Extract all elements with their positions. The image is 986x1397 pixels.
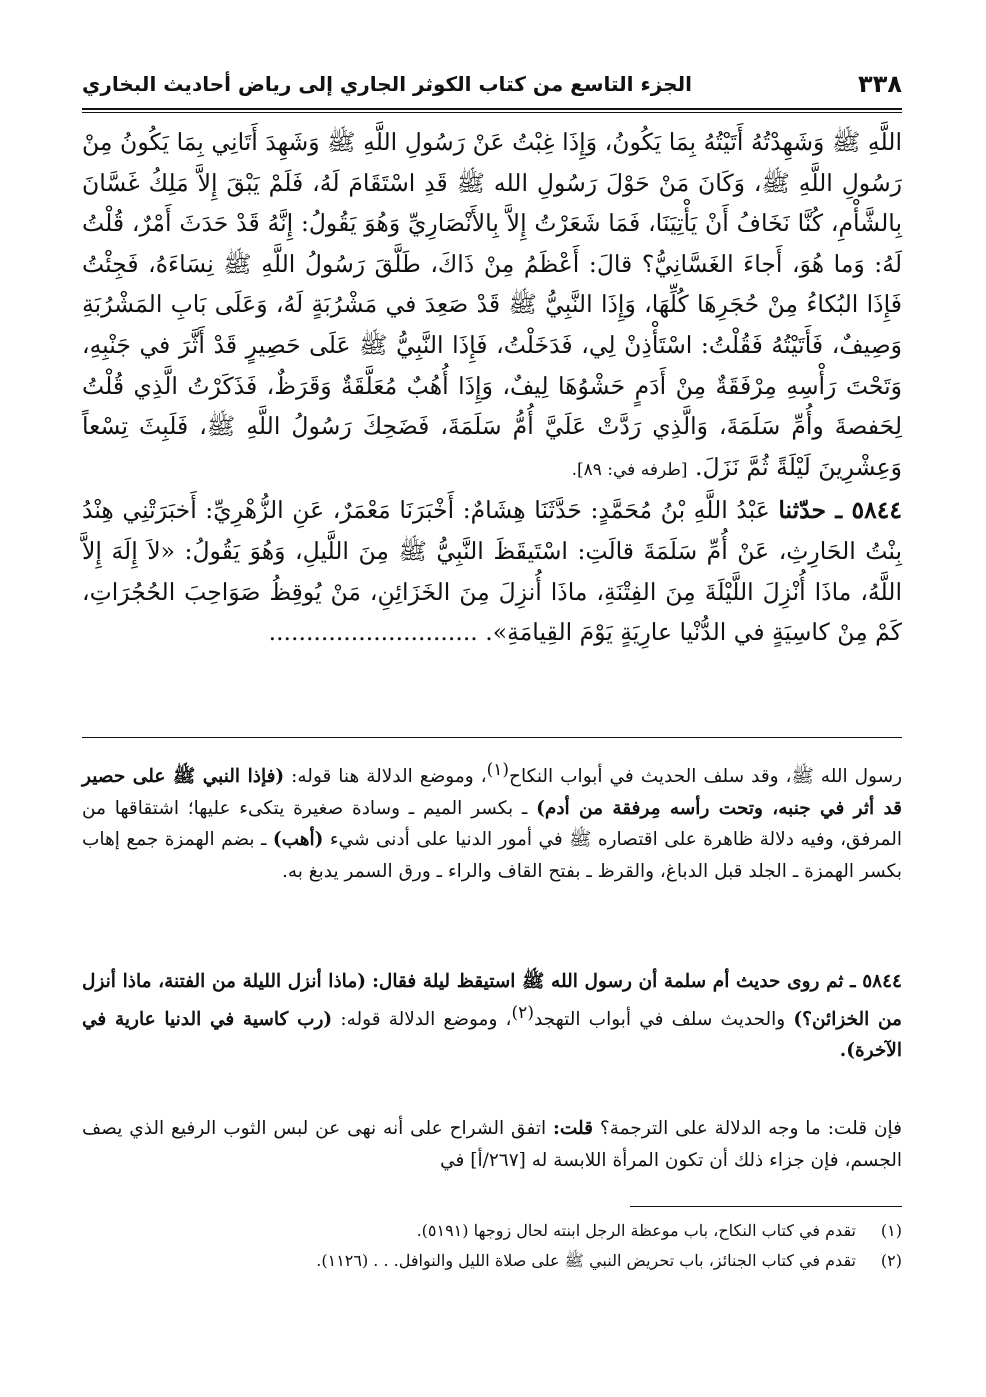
cross-reference: [طرفه في: ٨٩]. — [571, 459, 688, 480]
commentary-text: رسول الله ﷺ، وقد سلف الحديث في أبواب النكاح — [509, 766, 902, 788]
commentary-text: ـ بضم الهمزة جمع إهاب بكسر الهمزة ـ الجلد قبل الدباغ، والقرظ ـ بفتح القاف والراء ـ ورق السمر يدبغ به. — [82, 829, 902, 882]
footnote-ref: (١) — [486, 760, 510, 780]
footnote-item — [82, 1246, 902, 1276]
quoted-phrase: (فإذا النبي ﷺ على حصير قد أثر في جنبه، وتحت رأسه مِرفقة من أدم) — [82, 766, 902, 819]
commentary-text: ـ بكسر الميم ـ وسادة صغيرة يتكىء عليها؛ اشتقاقها من المرفق، وفيه دلالة ظاهرة على اقتصاره ﷺ في أمور الدنيا على أدنى شيء — [82, 797, 902, 851]
hadith-second-text: عَبْدُ اللَّهِ بْنُ مُحَمَّدٍ: حَدَّثَنَا هِشَامٌ: أَخْبَرَنَا مَعْمَرٌ، عَنِ الزُّهْرِيِّ: أَخبَرَتْنِي هِنْدُ بِنْتُ الحَارِثِ، عَنْ أُمِّ سَلَمَةَ قالَتِ: اسْتَيقَظَ النَّبِيُّ ﷺ مِنَ اللَّيلِ، وَهُوَ يَقُولُ: «لاَ إِلَهَ إِلاَّ اللَّهُ، ماذَا أُنْزِلَ اللَّيْلَةَ مِنَ الفِتْنَةِ، ماذَا أُنزِلَ مِنَ الخَزَائِنِ، مَنْ يُوقِظُ صَوَاحِبَ الحُجُرَاتِ، كَمْ مِنْ كاسِيَةٍ في الدُّنْيا عارِيَةٍ يَوْمَ القِيامَةِ». — [82, 496, 902, 647]
quoted-phrase: (ماذا أنزل الليلة من الفتنة، ماذا أنزل من الخزائن؟) — [82, 971, 902, 1030]
commentary-text: ، وموضع الدلالة قوله: — [340, 1008, 512, 1030]
footnote-number: (٢) — [880, 1251, 902, 1270]
footnote-rule — [630, 1206, 902, 1207]
page-number: ٣٣٨ — [858, 70, 902, 98]
hadith-opening-text: اللَّهِ ﷺ وَشَهِدْتُهُ أَتَيْتُهُ بِمَا يَكُونُ، وَإِذَا غِبْتُ عَنْ رَسُولِ اللَّهِ ﷺ وَشَهِدَ أَتَانِي بِمَا يَكُونُ مِنْ رَسُولِ اللَّهِ ﷺ، وَكَانَ مَنْ حَوْلَ رَسُولِ الله ﷺ قَدِ اسْتَقَامَ لَهُ، فَلَمْ يَبْقَ إِلاَّ مَلِكُ غَسَّانَ بِالشَّأْمِ، كُنَّا نَخَافُ أَنْ يَأْتِيَنَا، فَمَا شَعَرْتُ إِلاَّ بِالأَنْصَارِيِّ وَهُوَ يَقُولُ: إِنَّهُ قَدْ حَدَثَ أَمْرٌ، قُلْتُ لَهُ: وَما هُوَ، أَجاءَ الغَسَّانِيُّ؟ قالَ: أَعْظَمُ مِنْ ذَاكَ، طَلَّقَ رَسُولُ اللَّهِ ﷺ نِسَاءَهُ، فَجِئْتُ فَإِذَا البُكاءُ مِنْ حُجَرِهَا كُلِّهَا، وَإِذَا النَّبِيُّ ﷺ قَدْ صَعِدَ في مَشْرُبَةٍ لَهُ، وَعَلَى بَابِ المَشْرُبَةِ وَصِيفٌ، فَأَتَيْتُهُ فَقُلْتُ: اسْتَأْذِنْ لِي، فَدَخَلْتُ، فَإِذَا النَّبِيُّ ﷺ عَلَى حَصِيرٍ قَدْ أَثَّرَ في جَنْبِهِ، وَتَحْتَ رَأْسِهِ مِرْفَقَةٌ مِنْ أَدَمٍ حَشْوُهَا لِيفٌ، وَإِذَا أُهُبٌ مُعَلَّقَةٌ وَقَرَظٌ، فَذَكَرْتُ الَّذِي قُلْتُ لِحَفصةَ وأُمِّ سَلَمَةَ، وَالَّذِي رَدَّتْ عَلَيَّ أُمُّ سَلَمَةَ، — [82, 128, 902, 441]
quoted-phrase: (رب كاسية في الدنيا عارية في الآخرة). — [82, 1008, 902, 1062]
hadith-closing-text: فَضَحِكَ رَسُولُ اللَّهِ ﷺ، فَلَبِثَ تِسْعاً وَعِشْرِينَ لَيْلَةً ثُمَّ نَزَلَ. — [82, 412, 902, 481]
dotted-leader: ............................ — [268, 618, 478, 647]
commentary-text: ، وموضع الدلالة هنا قوله: — [291, 766, 487, 788]
commentary-text: اتفق الشراح على أنه نهى عن لبس الثوب الرفيع الذي يصف الجسم، فإن جزاء ذلك أن تكون المرأة اللابسة له [٢٦٧/أ] في — [82, 1118, 902, 1171]
quoted-phrase: (أهب) — [272, 829, 324, 851]
hadith-opening — [82, 122, 902, 490]
commentary-paragraph-2 — [82, 966, 902, 1067]
running-title: الجزء التاسع من كتاب الكوثر الجاري إلى رياض أحاديث البخاري — [82, 72, 692, 96]
commentary-text: والحديث سلف في أبواب التهجد — [533, 1008, 786, 1030]
hadith-text — [82, 122, 902, 653]
footnotes — [82, 1216, 902, 1276]
footnote-text: تقدم في كتاب النكاح، باب موعظة الرجل ابنته لحال زوجها (٥١٩١). — [416, 1221, 856, 1240]
answer-label: قلت: — [553, 1118, 593, 1139]
footnote-number: (١) — [880, 1221, 902, 1240]
footnote-text: تقدم في كتاب الجنائز، باب تحريض النبي ﷺ على صلاة الليل والنوافل. . . (١١٢٦). — [316, 1251, 856, 1270]
hadith-number: ٥٨٤٤ ـ حدّثنا — [778, 496, 902, 525]
hadith-second — [82, 490, 902, 652]
footnote-ref: (٢) — [511, 1002, 534, 1023]
section-divider — [82, 737, 902, 738]
footnote-item — [82, 1216, 902, 1246]
commentary-text: فإن قلت: ما وجه الدلالة على الترجمة؟ — [599, 1118, 903, 1139]
commentary-number-text: ٥٨٤٤ ـ ثم روى حديث أم سلمة أن رسول الله ﷺ استيقظ ليلة فقال: — [372, 971, 902, 992]
commentary-paragraph-1 — [82, 755, 902, 887]
commentary-paragraph-3 — [82, 1113, 902, 1176]
header-rule — [82, 108, 902, 113]
page-header — [82, 66, 902, 106]
